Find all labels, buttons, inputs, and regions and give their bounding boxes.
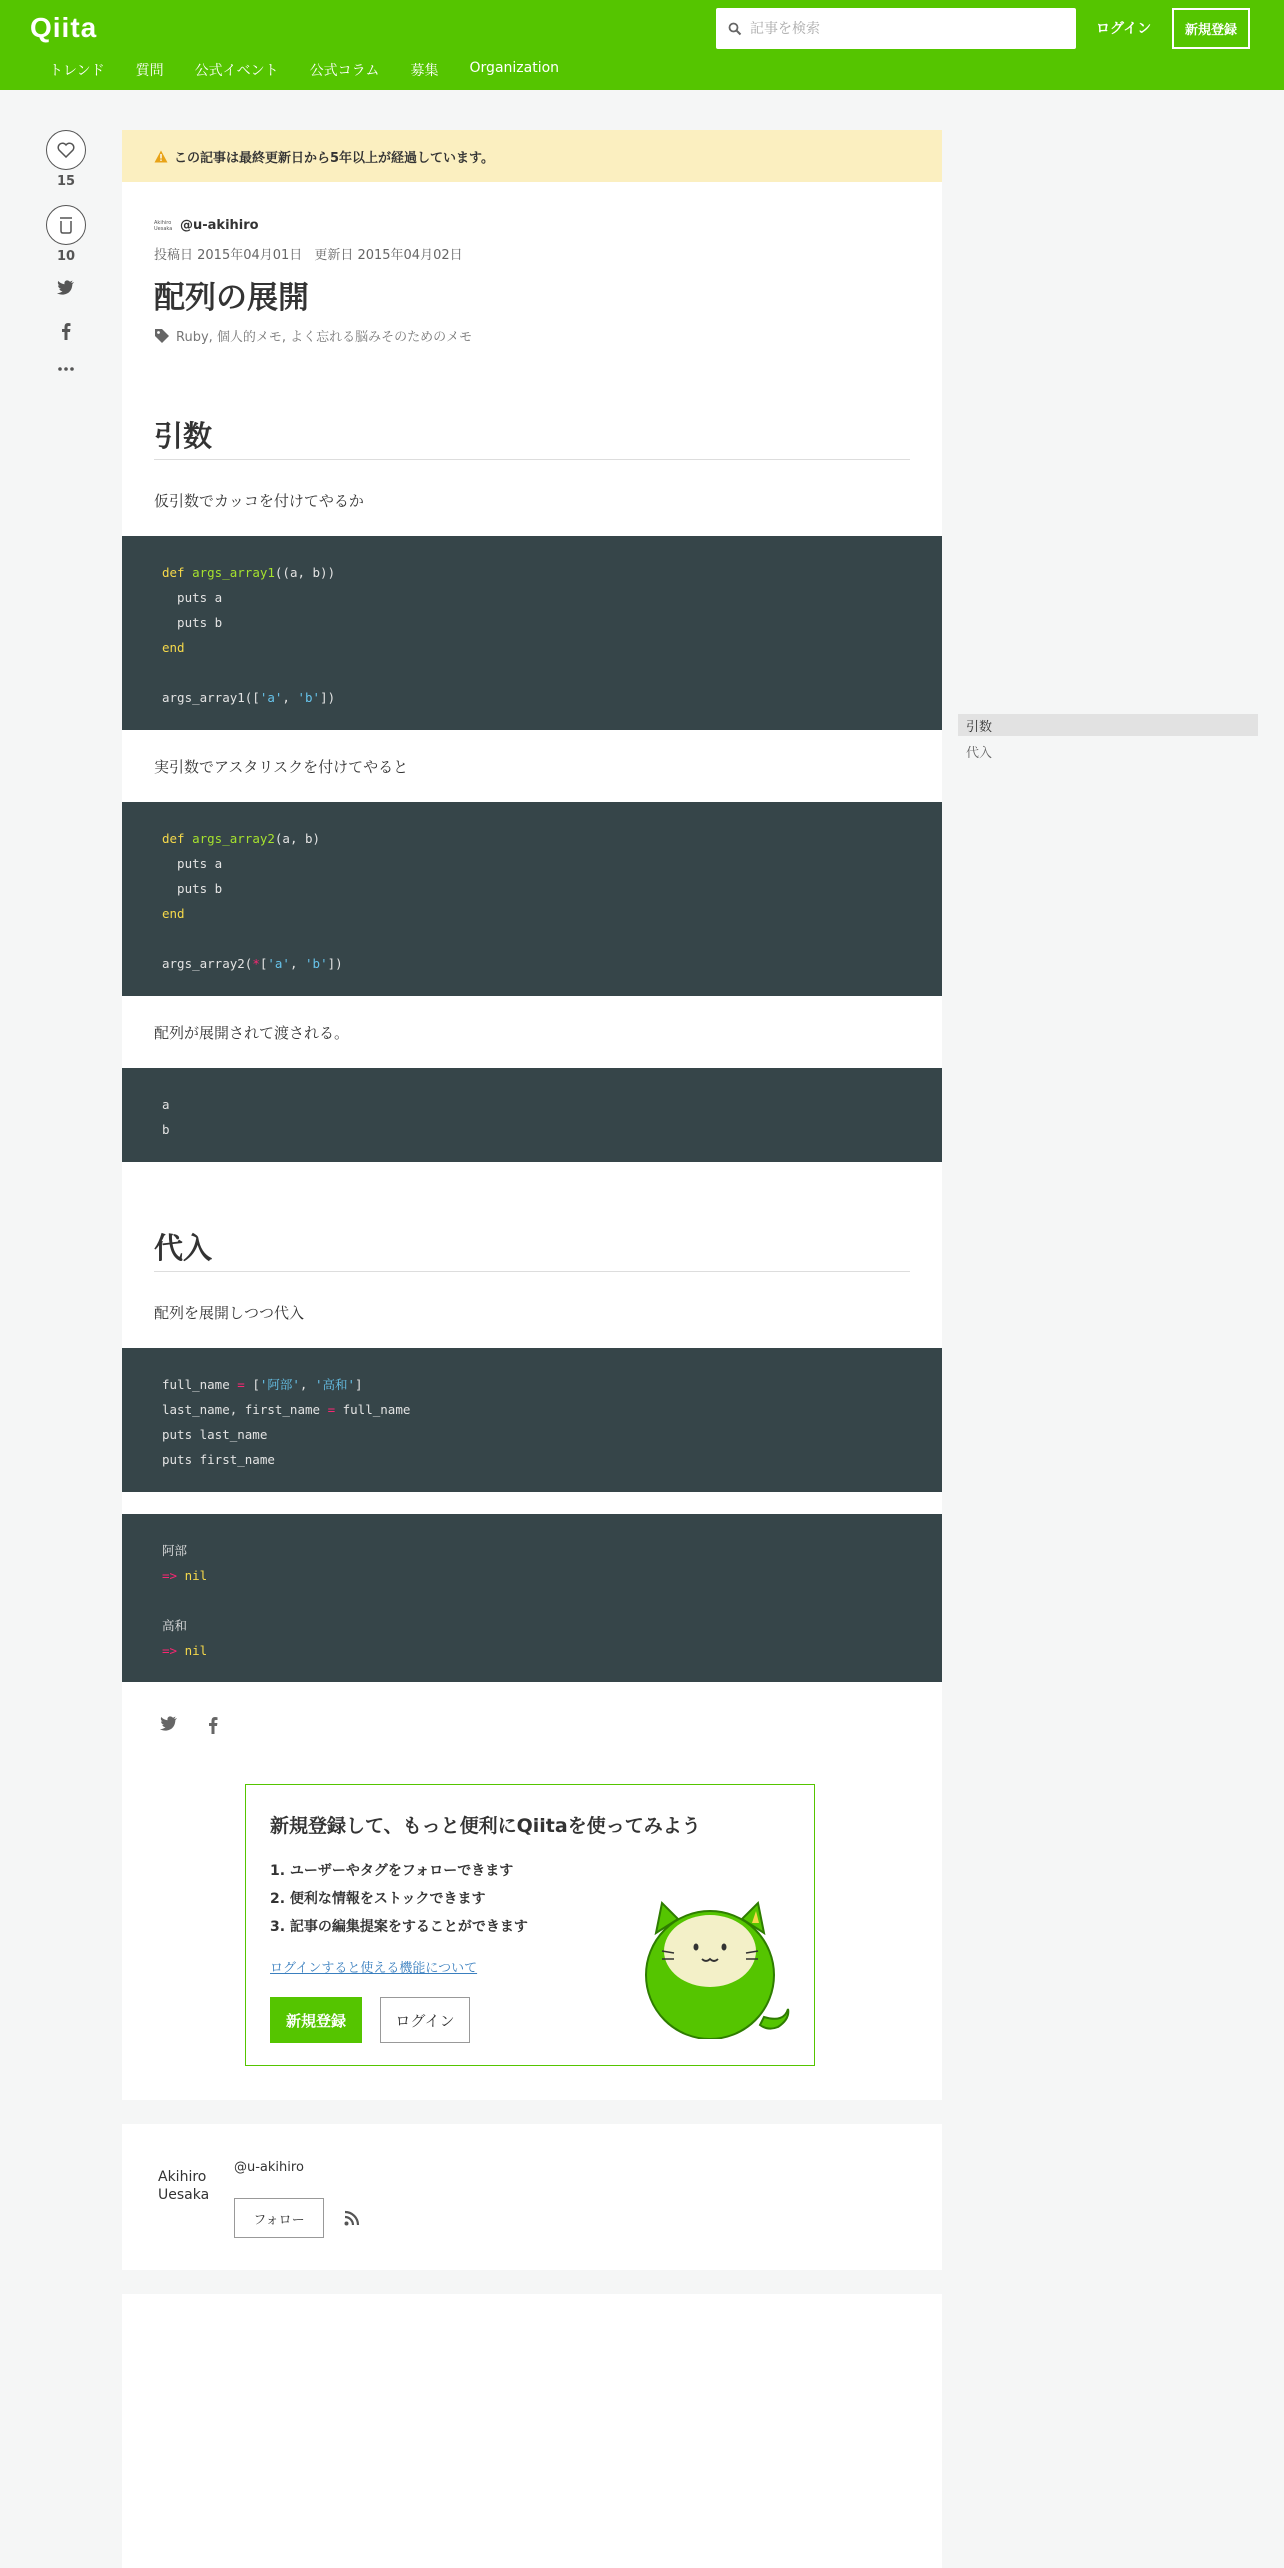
section-heading-arguments: 引数 xyxy=(154,414,910,460)
follow-button[interactable]: フォロー xyxy=(234,2198,324,2238)
author-card-name[interactable]: @u-akihiro xyxy=(234,2160,304,2175)
related-section xyxy=(122,2294,942,2568)
author-card-avatar[interactable] xyxy=(158,2168,209,2204)
share-buttons xyxy=(160,1716,218,1734)
facebook-icon[interactable] xyxy=(61,322,71,340)
warning-icon xyxy=(154,150,168,163)
twitter-icon[interactable] xyxy=(57,280,75,295)
signup-button[interactable]: 新規登録 xyxy=(1172,8,1250,49)
cta-signup-button[interactable]: 新規登録 xyxy=(270,1997,362,2043)
avatar-text: Uesaka xyxy=(158,2187,210,2203)
author-card xyxy=(122,2124,942,2270)
code-block: def args_array2(a, b) puts a puts b end args_array2(*['a', 'b']) xyxy=(122,802,942,996)
like-count: 15 xyxy=(56,174,76,189)
search-box[interactable] xyxy=(716,8,1076,49)
author-name[interactable]: @u-akihiro xyxy=(180,218,259,233)
rss-icon[interactable] xyxy=(344,2210,360,2226)
posted-date: 投稿日 2015年04月01日 xyxy=(154,248,303,263)
article-title: 配列の展開 xyxy=(154,280,309,316)
nav-official-columns[interactable]: 公式コラム xyxy=(309,63,380,79)
article-actions xyxy=(46,130,86,398)
cta-title: 新規登録して、もっと便利にQiitaを使ってみよう xyxy=(270,1815,701,1837)
table-of-contents xyxy=(958,714,1258,766)
twitter-share-icon[interactable] xyxy=(160,1716,178,1731)
paragraph: 実引数でアスタリスクを付けてやると xyxy=(154,758,409,776)
facebook-share-icon[interactable] xyxy=(208,1716,218,1734)
updated-date: 更新日 2015年04月02日 xyxy=(314,248,463,263)
outdated-warning xyxy=(122,130,942,182)
cta-features-link[interactable]: ログインすると使える機能について xyxy=(270,1961,478,1976)
paragraph: 配列を展開しつつ代入 xyxy=(154,1304,305,1322)
article-tags xyxy=(154,326,472,345)
cta-feature: 1. ユーザーやタグをフォローできます xyxy=(270,1863,514,1879)
paragraph: 仮引数でカッコを付けてやるか xyxy=(154,492,364,510)
qiitan-mascot-icon xyxy=(642,1889,792,2039)
toc-item-assignment[interactable]: 代入 xyxy=(966,745,993,761)
login-link[interactable]: ログイン xyxy=(1096,21,1152,37)
search-icon xyxy=(728,22,742,36)
code-block: def args_array1((a, b)) puts a puts b end args_array1(['a', 'b']) xyxy=(122,536,942,730)
code-block: full_name = ['阿部', '高和'] last_name, first_name = full_name puts last_name puts first_name xyxy=(122,1348,942,1492)
signup-cta xyxy=(245,1784,815,2066)
cta-login-button[interactable]: ログイン xyxy=(380,1997,470,2043)
global-header xyxy=(0,0,1284,90)
article xyxy=(122,130,942,2100)
article-dates xyxy=(154,244,463,263)
search-input[interactable] xyxy=(750,21,1050,37)
author-line xyxy=(154,218,259,233)
toc-item-arguments[interactable]: 引数 xyxy=(958,714,1258,736)
stock-button[interactable] xyxy=(46,205,86,245)
nav-trend[interactable]: トレンド xyxy=(49,63,105,79)
author-avatar[interactable]: Akihiro Uesaka xyxy=(154,219,173,232)
stock-count: 10 xyxy=(56,249,76,264)
stock-icon xyxy=(59,216,73,234)
qiita-logo[interactable]: Qiita xyxy=(30,12,98,43)
output-block: 阿部 => nil 高和 => nil xyxy=(122,1514,942,1682)
nav-recruitment[interactable]: 募集 xyxy=(410,63,439,79)
tag-icon xyxy=(154,328,170,344)
cta-feature-list xyxy=(270,1857,528,1941)
warning-text: この記事は最終更新日から5年以上が経過しています。 xyxy=(174,150,495,166)
cta-feature: 3. 記事の編集提案をすることができます xyxy=(270,1919,528,1935)
more-icon[interactable] xyxy=(58,367,74,371)
output-block: a b xyxy=(122,1068,942,1162)
section-heading-assignment: 代入 xyxy=(154,1226,910,1272)
avatar-text: Akihiro xyxy=(158,2169,207,2185)
paragraph: 配列が展開されて渡される。 xyxy=(154,1024,350,1042)
heart-icon xyxy=(57,142,75,158)
nav-questions[interactable]: 質問 xyxy=(135,63,164,79)
like-button[interactable] xyxy=(46,130,86,170)
cta-feature: 2. 便利な情報をストックできます xyxy=(270,1891,486,1907)
tag-list[interactable]: Ruby, 個人的メモ, よく忘れる脳みそのためのメモ xyxy=(176,330,473,345)
global-nav xyxy=(49,60,590,80)
nav-organization[interactable]: Organization xyxy=(469,60,560,76)
nav-official-events[interactable]: 公式イベント xyxy=(194,63,279,79)
